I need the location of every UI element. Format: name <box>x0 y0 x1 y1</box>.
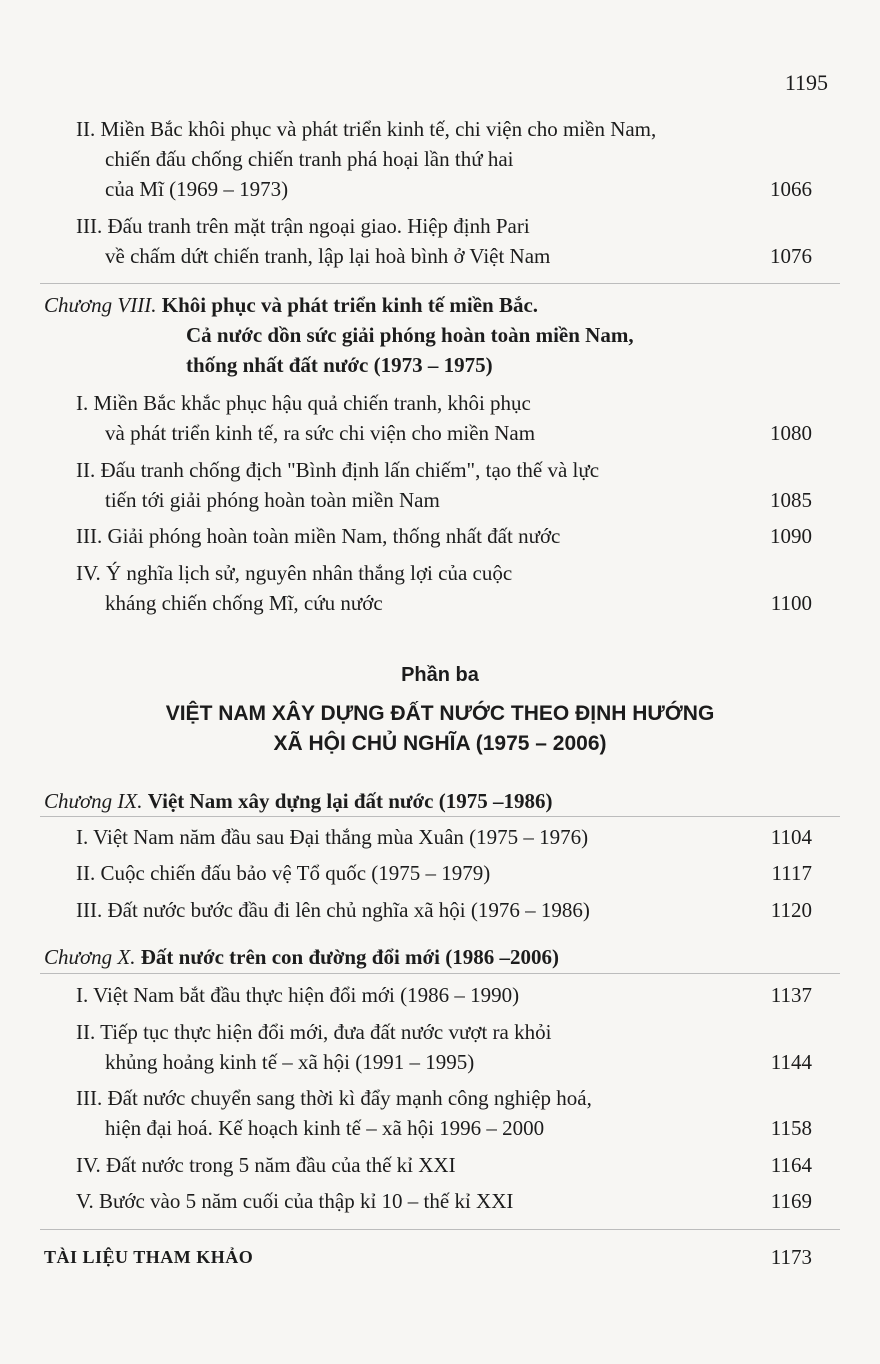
chapter-title: Khôi phục và phát triển kinh tế miền Bắc. <box>161 293 539 317</box>
toc-entry-line: III. Đấu tranh trên mặt trận ngoại giao. Hiệp định Pari <box>76 214 530 238</box>
section-divider <box>40 1229 840 1230</box>
toc-page-number: 1144 <box>770 1050 812 1074</box>
toc-entry-line: và phát triển kinh tế, ra sức chi viện cho miền Nam <box>105 421 536 445</box>
part-title: VIỆT NAM XÂY DỰNG ĐẤT NƯỚC THEO ĐỊNH HƯỚNG <box>165 702 715 725</box>
toc-page-number: 1090 <box>770 524 812 548</box>
part-title: XÃ HỘI CHỦ NGHĨA (1975 – 2006) <box>273 732 607 755</box>
toc-entry-line: kháng chiến chống Mĩ, cứu nước <box>105 591 383 615</box>
references-heading: TÀI LIỆU THAM KHẢO <box>44 1247 254 1267</box>
toc-page-number: 1120 <box>770 898 812 922</box>
chapter-label: Chương IX. <box>44 789 143 813</box>
toc-page-number: 1164 <box>770 1153 812 1177</box>
toc-entry-line: II. Đấu tranh chống địch "Bình định lấn chiếm", tạo thế và lực <box>76 458 600 482</box>
toc-page-number: 1066 <box>770 177 812 201</box>
toc-entry-line: khủng hoảng kinh tế – xã hội (1991 – 1995) <box>105 1050 475 1074</box>
toc-entry-line: II. Miền Bắc khôi phục và phát triển kinh tế, chi viện cho miền Nam, <box>76 117 657 141</box>
toc-entry-line: tiến tới giải phóng hoàn toàn miền Nam <box>105 488 440 512</box>
toc-page-number: 1085 <box>770 488 812 512</box>
toc-entry-line: III. Đất nước chuyển sang thời kì đẩy mạnh công nghiệp hoá, <box>76 1086 592 1110</box>
toc-entry-line: về chấm dứt chiến tranh, lập lại hoà bình ở Việt Nam <box>105 244 551 268</box>
toc-page-number: 1076 <box>770 244 812 268</box>
toc-entry-line: hiện đại hoá. Kế hoạch kinh tế – xã hội 1996 – 2000 <box>105 1116 545 1140</box>
chapter-heading <box>44 786 880 816</box>
toc-entry-line: IV. Đất nước trong 5 năm đầu của thế kỉ XXI <box>76 1153 456 1177</box>
chapter-title: Đất nước trên con đường đổi mới (1986 –2006) <box>140 945 559 969</box>
toc-entry-line: I. Việt Nam bắt đầu thực hiện đổi mới (1986 – 1990) <box>76 983 520 1007</box>
chapter-title: Cả nước dồn sức giải phóng hoàn toàn miền Nam, <box>186 323 634 347</box>
toc-entry-line: III. Giải phóng hoàn toàn miền Nam, thống nhất đất nước <box>76 524 561 548</box>
toc-entry-line: II. Tiếp tục thực hiện đổi mới, đưa đất nước vượt ra khỏi <box>76 1020 552 1044</box>
part-label: Phần ba <box>401 664 479 686</box>
toc-page-number: 1117 <box>771 861 812 885</box>
toc-page-number: 1100 <box>770 591 812 615</box>
chapter-label: Chương VIII. <box>44 293 157 317</box>
toc-page-number: 1169 <box>770 1189 812 1213</box>
toc-entry-line: III. Đất nước bước đầu đi lên chủ nghĩa xã hội (1976 – 1986) <box>76 898 590 922</box>
toc-entry-line: I. Miền Bắc khắc phục hậu quả chiến tranh, khôi phục <box>76 391 531 415</box>
page-number: 1195 <box>784 70 828 95</box>
toc-entry-line: V. Bước vào 5 năm cuối của thập kỉ 10 – thế kỉ XXI <box>76 1189 514 1213</box>
chapter-label: Chương X. <box>44 945 136 969</box>
toc-entry-line: chiến đấu chống chiến tranh phá hoại lần thứ hai <box>105 147 514 171</box>
toc-entry-line: I. Việt Nam năm đầu sau Đại thắng mùa Xuân (1975 – 1976) <box>76 825 589 849</box>
chapter-heading <box>44 942 880 972</box>
section-divider <box>40 816 840 817</box>
toc-page-number: 1137 <box>770 983 812 1007</box>
toc-entry-line: II. Cuộc chiến đấu bảo vệ Tổ quốc (1975 – 1979) <box>76 861 491 885</box>
chapter-title: thống nhất đất nước (1973 – 1975) <box>186 353 493 377</box>
chapter-title: Việt Nam xây dựng lại đất nước (1975 –1986) <box>147 789 553 813</box>
toc-page-number: 1158 <box>770 1116 812 1140</box>
chapter-heading <box>44 290 880 320</box>
toc-entry-line: của Mĩ (1969 – 1973) <box>105 177 289 201</box>
toc-entry-line: IV. Ý nghĩa lịch sử, nguyên nhân thắng lợi của cuộc <box>76 561 513 585</box>
section-divider <box>40 973 840 974</box>
toc-page-number: 1104 <box>770 825 812 849</box>
toc-page-number: 1080 <box>770 421 812 445</box>
toc-page-number: 1173 <box>770 1245 812 1269</box>
section-divider <box>40 283 840 284</box>
